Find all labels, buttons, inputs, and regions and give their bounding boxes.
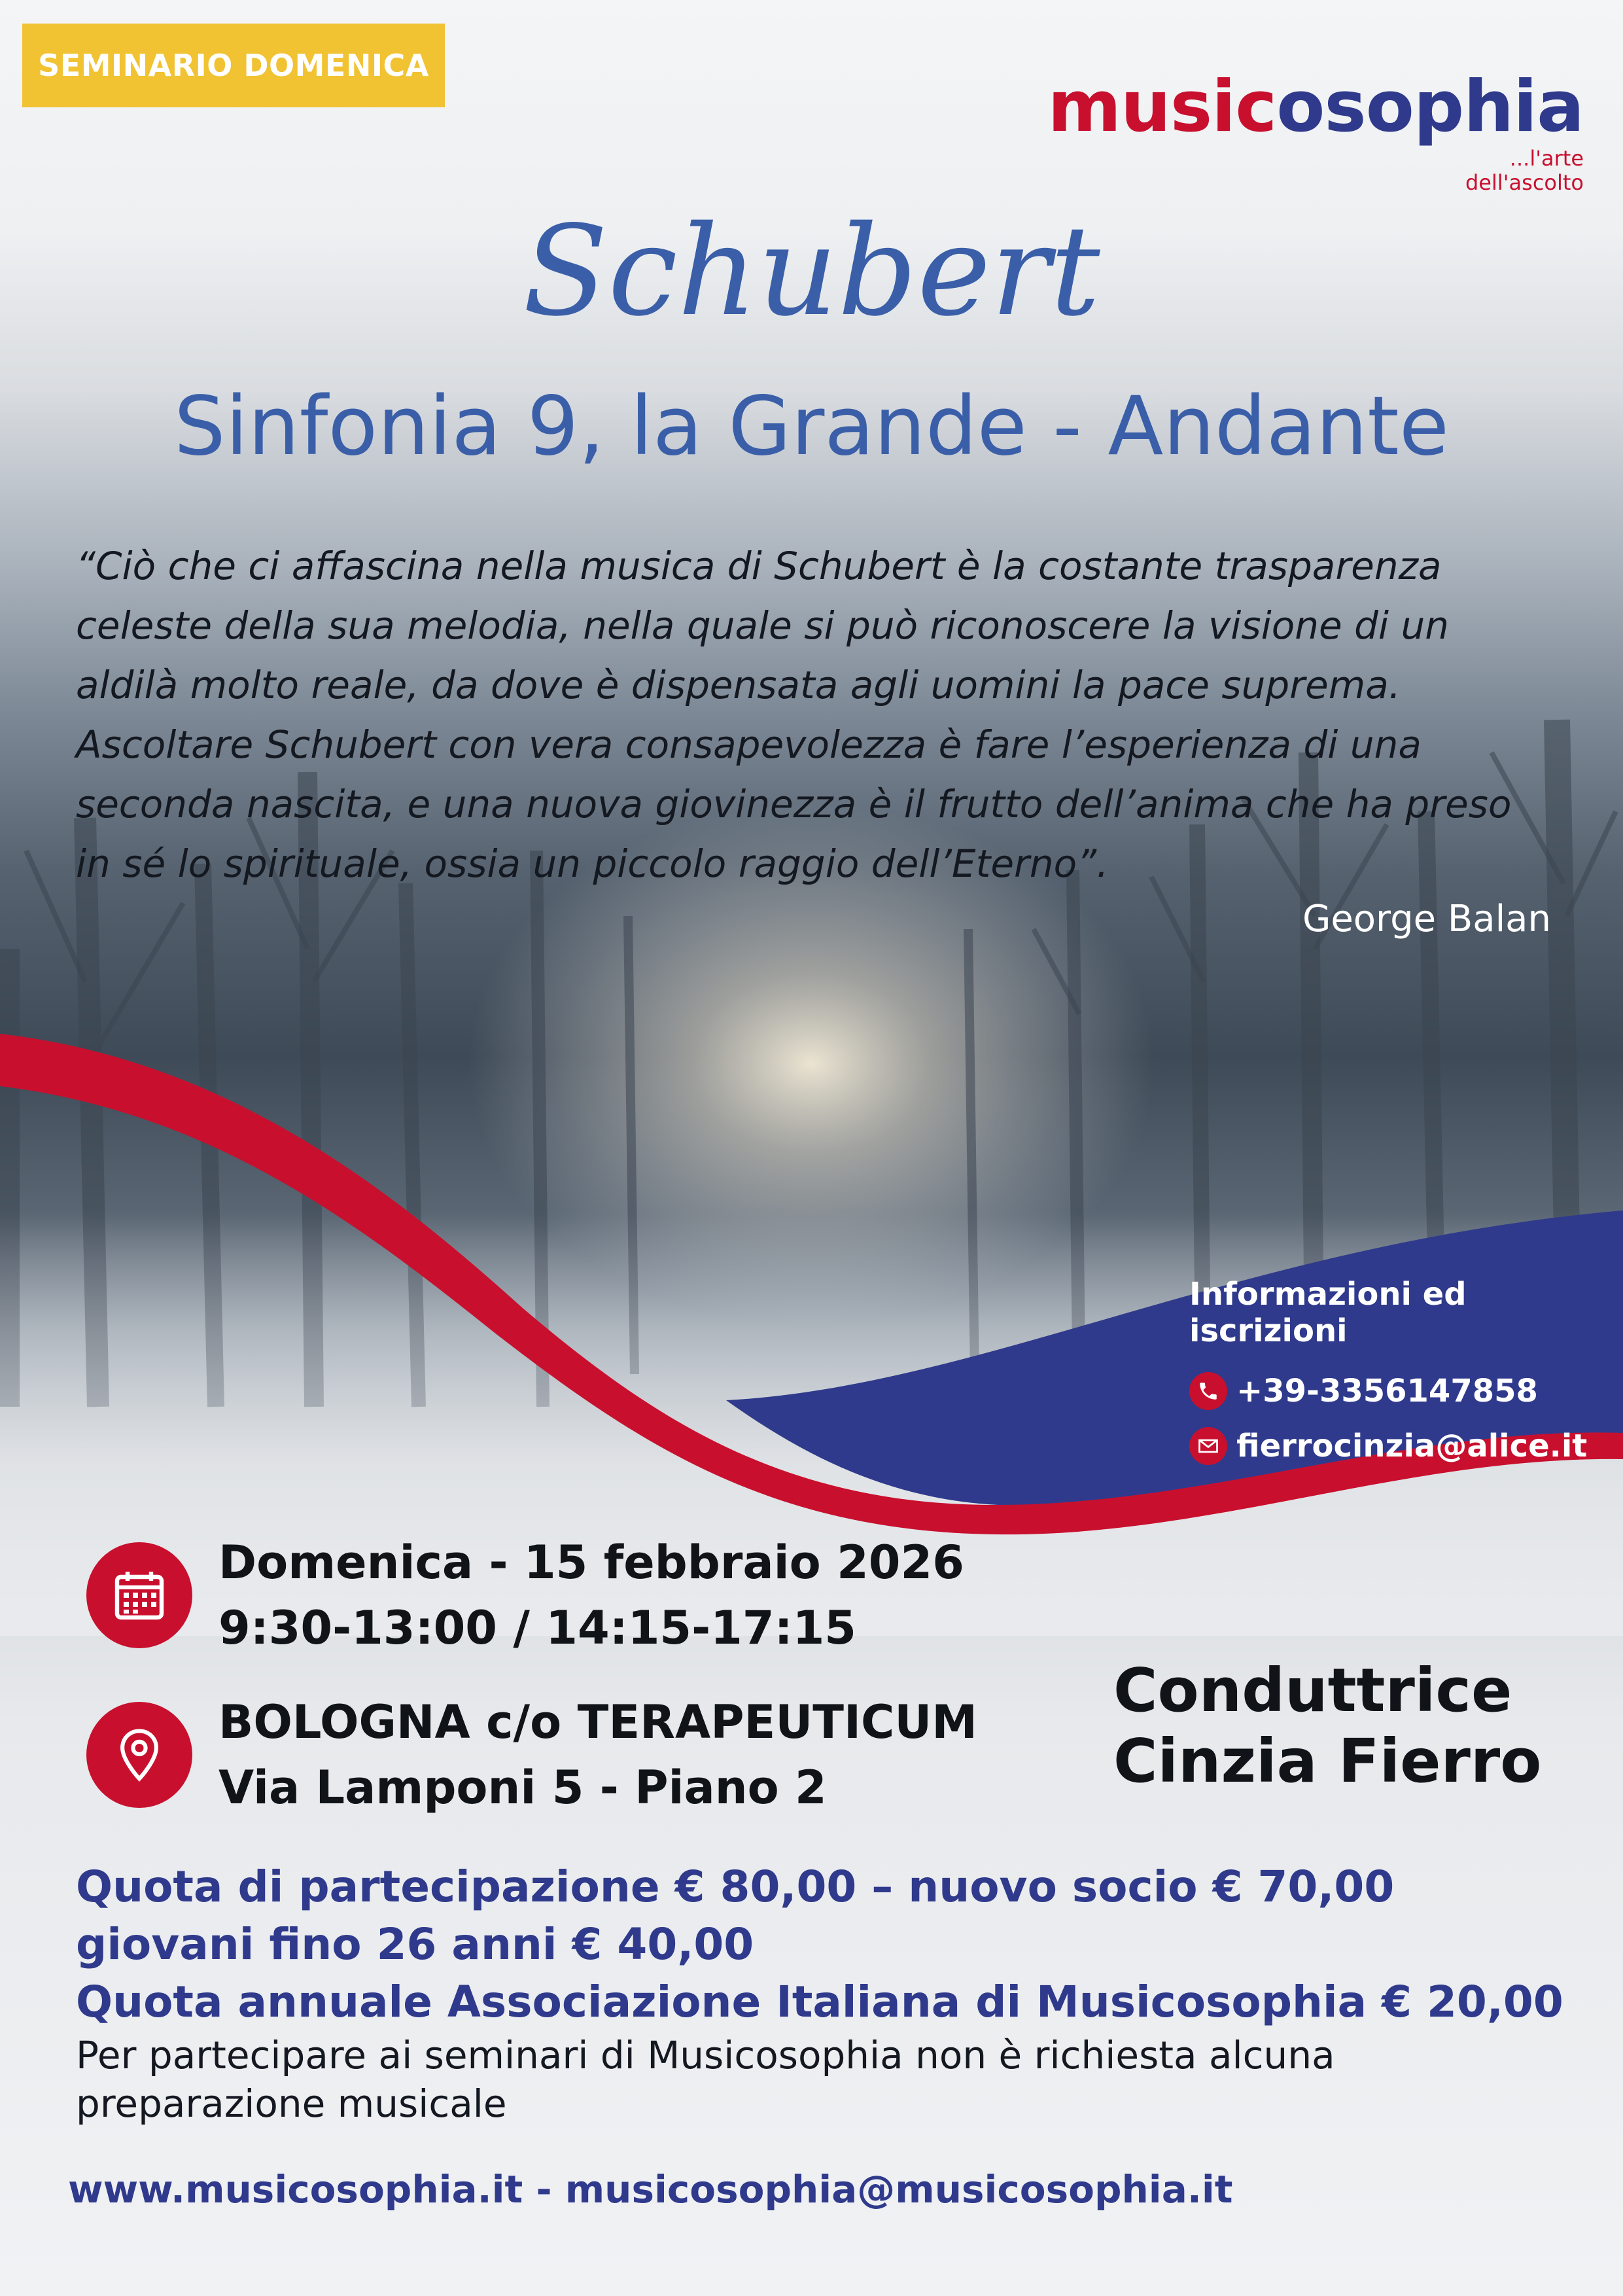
quote-author: George Balan bbox=[1302, 898, 1551, 940]
quote-line: aldilà molto reale, da dove è dispensata agli uomini la pace suprema. bbox=[76, 663, 1401, 707]
logo-tagline: ...l'arte dell'ascolto bbox=[1465, 146, 1584, 195]
mail-icon bbox=[1189, 1427, 1227, 1465]
fee-annual-membership: Quota annuale Associazione Italiana di Musicosophia € 20,00 bbox=[76, 1977, 1563, 2027]
phone-icon bbox=[1189, 1372, 1227, 1410]
seminar-type-badge: SEMINARIO DOMENICA bbox=[22, 24, 445, 107]
contact-heading: Informazioni ed iscrizioni bbox=[1189, 1276, 1467, 1349]
page-subtitle: Sinfonia 9, la Grande - Andante bbox=[173, 380, 1450, 474]
event-venue: BOLOGNA c/o TERAPEUTICUM bbox=[218, 1695, 977, 1749]
fee-youth: giovani fino 26 anni € 40,00 bbox=[76, 1919, 754, 1969]
contact-email[interactable]: fierrocinzia@alice.it bbox=[1189, 1419, 1623, 1474]
quote-line: “Ciò che ci affascina nella musica di Schubert è la costante trasparenza bbox=[76, 544, 1442, 588]
event-address: Via Lamponi 5 - Piano 2 bbox=[218, 1761, 827, 1814]
page-title: Schubert bbox=[523, 199, 1100, 344]
calendar-icon bbox=[86, 1542, 192, 1648]
quote-line: seconda nascita, e una nuova giovinezza è il frutto dell’anima che ha preso bbox=[76, 782, 1512, 826]
conductor-role: Conduttrice bbox=[1113, 1655, 1512, 1725]
location-pin-icon bbox=[86, 1702, 192, 1808]
quote-line: in sé lo spirituale, ossia un piccolo raggio dell’Eterno”. bbox=[76, 841, 1109, 886]
event-date: Domenica - 15 febbraio 2026 bbox=[218, 1536, 964, 1589]
conductor-block bbox=[1113, 1655, 1541, 1797]
footer-links[interactable]: www.musicosophia.it - musicosophia@musicosophia.it bbox=[68, 2167, 1233, 2212]
fee-participation: Quota di partecipazione € 80,00 – nuovo socio € 70,00 bbox=[76, 1862, 1395, 1912]
event-time: 9:30-13:00 / 14:15-17:15 bbox=[218, 1601, 856, 1655]
logo-wordmark: musicosophia bbox=[1047, 66, 1584, 148]
event-datetime bbox=[86, 1530, 964, 1661]
quote-line: celeste della sua melodia, nella quale si può riconoscere la visione di un bbox=[76, 603, 1449, 648]
fees-section bbox=[76, 1858, 1563, 2128]
contact-phone[interactable]: +39-3356147858 bbox=[1189, 1364, 1623, 1419]
musicosophia-logo bbox=[1047, 66, 1584, 195]
participation-note: preparazione musicale bbox=[76, 2081, 507, 2126]
quote-line: Ascoltare Schubert con vera consapevolezza è fare l’esperienza di una bbox=[76, 722, 1422, 767]
quote-block bbox=[76, 537, 1580, 894]
participation-note: Per partecipare ai seminari di Musicosophia non è richiesta alcuna bbox=[76, 2033, 1335, 2077]
conductor-name: Cinzia Fierro bbox=[1113, 1726, 1542, 1796]
contact-info bbox=[1189, 1276, 1623, 1474]
event-location bbox=[86, 1689, 977, 1820]
